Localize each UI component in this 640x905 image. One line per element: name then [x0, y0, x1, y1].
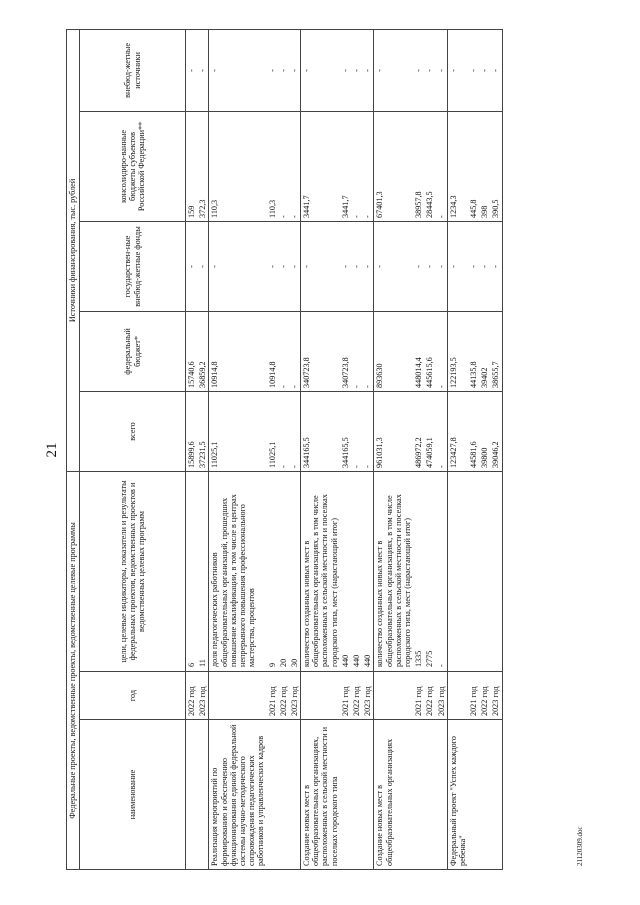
row-regional: 372,3	[197, 111, 209, 221]
table-row	[267, 29, 278, 869]
row-year: 2021 год	[340, 672, 351, 720]
row-goal: 440	[362, 471, 374, 671]
row-state-funds: -	[362, 221, 374, 311]
row-goal: 6	[186, 471, 198, 671]
row-year	[301, 672, 340, 720]
row-total: 37231,5	[197, 391, 209, 471]
row-extra: -	[351, 29, 362, 111]
row-total: 11025,1	[267, 391, 278, 471]
row-year	[447, 672, 468, 720]
programs-header: Федеральные проекты, ведомственные проекты, ведомственные целевые программы	[67, 471, 80, 869]
table-row	[186, 29, 198, 869]
row-federal: 44135,8	[468, 311, 479, 391]
row-federal: 38655,7	[490, 311, 502, 391]
row-year: 2022 год	[351, 672, 362, 720]
row-name	[413, 720, 424, 870]
total-header: всего	[80, 391, 186, 471]
table-row	[209, 29, 267, 869]
row-federal: 36859,2	[197, 311, 209, 391]
row-total: 11025,1	[209, 391, 267, 471]
row-total: 961031,3	[374, 391, 413, 471]
row-regional: -	[289, 111, 301, 221]
row-state-funds: -	[278, 221, 289, 311]
row-regional: 38957,8	[413, 111, 424, 221]
row-goal: 440	[351, 471, 362, 671]
row-state-funds: -	[209, 221, 267, 311]
row-federal: 15740,6	[186, 311, 198, 391]
extra-header: внебюд-жетные источники	[80, 29, 186, 111]
rotated-page	[40, 30, 584, 870]
row-state-funds: -	[186, 221, 198, 311]
row-name: Федеральный проект "Успех каждого ребенка"	[447, 720, 468, 870]
row-total: -	[362, 391, 374, 471]
row-state-funds: -	[479, 221, 490, 311]
row-goal: 440	[340, 471, 351, 671]
row-extra: -	[278, 29, 289, 111]
state-funds-header: государствен-ные внебюд-жетные фонды	[80, 221, 186, 311]
row-year: 2021 год	[413, 672, 424, 720]
row-extra: -	[301, 29, 340, 111]
row-goal: 30	[289, 471, 301, 671]
row-extra: -	[468, 29, 479, 111]
row-regional: -	[351, 111, 362, 221]
row-state-funds: -	[374, 221, 413, 311]
row-state-funds: -	[447, 221, 468, 311]
name-header: наименование	[80, 720, 186, 870]
row-goal	[447, 471, 468, 671]
row-regional: 445,8	[468, 111, 479, 221]
row-goal	[479, 471, 490, 671]
financing-table	[66, 29, 503, 870]
row-name	[490, 720, 502, 870]
row-goal: 11	[197, 471, 209, 671]
table-row	[197, 29, 209, 869]
row-year: 2022 год	[278, 672, 289, 720]
row-state-funds: -	[424, 221, 435, 311]
row-federal: 340723,8	[340, 311, 351, 391]
row-regional: 390,5	[490, 111, 502, 221]
row-regional: 67401,3	[374, 111, 413, 221]
row-name	[186, 720, 198, 870]
row-goal: 1335	[413, 471, 424, 671]
row-name	[267, 720, 278, 870]
table-row	[351, 29, 362, 869]
page-number: 21	[44, 442, 60, 458]
financing-header: Источники финансирования, тыс. рублей	[67, 29, 80, 471]
row-regional: 3441,7	[301, 111, 340, 221]
row-regional: 3441,7	[340, 111, 351, 221]
row-federal: 893630	[374, 311, 413, 391]
row-state-funds: -	[490, 221, 502, 311]
row-name	[436, 720, 448, 870]
row-year: 2023 год	[289, 672, 301, 720]
row-federal: 122193,5	[447, 311, 468, 391]
row-extra: -	[490, 29, 502, 111]
table-row	[301, 29, 340, 869]
row-extra: -	[197, 29, 209, 111]
row-extra: -	[436, 29, 448, 111]
table-row	[436, 29, 448, 869]
row-extra: -	[374, 29, 413, 111]
row-goal: -	[436, 471, 448, 671]
row-goal: количество созданных новых мест в общеобразовательных организациях, в том числе расположенных в сельской местности и поселках городского типа, мест (нарастающий итог)	[374, 471, 413, 671]
goals-header: цели, целевые индикаторы, показатели и результаты федеральных проектов, ведомственных проектов и ведомственных целевых программ	[80, 471, 186, 671]
row-extra: -	[340, 29, 351, 111]
row-federal: 10914,8	[209, 311, 267, 391]
row-total: 39046,2	[490, 391, 502, 471]
row-goal: доля педагогических работников общеобразовательных организаций, прошедших повышение квалификации, в том числе в центрах непрерывного повышения профессионального мастерства, процентов	[209, 471, 267, 671]
row-federal: -	[289, 311, 301, 391]
table-row	[447, 29, 468, 869]
row-regional: 28443,5	[424, 111, 435, 221]
row-regional: -	[436, 111, 448, 221]
row-extra: -	[447, 29, 468, 111]
row-regional: 110,3	[209, 111, 267, 221]
row-total: -	[289, 391, 301, 471]
row-extra: -	[413, 29, 424, 111]
row-federal: -	[436, 311, 448, 391]
row-extra: -	[424, 29, 435, 111]
row-name	[197, 720, 209, 870]
row-state-funds: -	[413, 221, 424, 311]
row-state-funds: -	[301, 221, 340, 311]
row-name	[340, 720, 351, 870]
row-total: 15899,6	[186, 391, 198, 471]
row-total: 344165,5	[301, 391, 340, 471]
row-year: 2023 год	[490, 672, 502, 720]
row-name: Реализация мероприятий по формированию и обеспечению функционирования единой федеральной системы научно-методического сопровождения педагогических работников и управленческих кадров	[209, 720, 267, 870]
row-extra: -	[267, 29, 278, 111]
row-total: 123427,8	[447, 391, 468, 471]
row-state-funds: -	[267, 221, 278, 311]
row-total: -	[351, 391, 362, 471]
row-goal	[490, 471, 502, 671]
row-state-funds: -	[436, 221, 448, 311]
row-year	[374, 672, 413, 720]
row-federal: -	[278, 311, 289, 391]
row-name	[468, 720, 479, 870]
row-year: 2023 год	[197, 672, 209, 720]
row-regional: 1234,3	[447, 111, 468, 221]
federal-header: федеральный бюджет*	[80, 311, 186, 391]
row-goal: 2775	[424, 471, 435, 671]
row-federal: 445615,6	[424, 311, 435, 391]
row-total: 44581,6	[468, 391, 479, 471]
row-extra: -	[289, 29, 301, 111]
row-goal: количество созданных новых мест в общеобразовательных организациях, в том числе расположенных в сельской местности и поселках городского типа, мест (нарастающий итог)	[301, 471, 340, 671]
row-state-funds: -	[340, 221, 351, 311]
table-row	[278, 29, 289, 869]
row-name	[424, 720, 435, 870]
row-extra: -	[479, 29, 490, 111]
row-total: -	[278, 391, 289, 471]
row-year: 2023 год	[436, 672, 448, 720]
row-name: Создание новых мест в общеобразовательных организациях, расположенных в сельской местности и поселках городского типа	[301, 720, 340, 870]
row-total: 39800	[479, 391, 490, 471]
row-regional: -	[362, 111, 374, 221]
row-year	[209, 672, 267, 720]
row-state-funds: -	[468, 221, 479, 311]
table-row	[340, 29, 351, 869]
row-total: 344165,5	[340, 391, 351, 471]
row-year: 2022 год	[479, 672, 490, 720]
row-extra: -	[209, 29, 267, 111]
row-federal: 448014,4	[413, 311, 424, 391]
row-name	[289, 720, 301, 870]
row-goal: 20	[278, 471, 289, 671]
row-year: 2021 год	[468, 672, 479, 720]
row-regional: -	[278, 111, 289, 221]
regional-header: консолидиро-ванные бюджеты субъектов Российской Федерации**	[80, 111, 186, 221]
row-goal	[468, 471, 479, 671]
table-row	[374, 29, 413, 869]
table-row	[362, 29, 374, 869]
row-year: 2022 год	[186, 672, 198, 720]
row-regional: 398	[479, 111, 490, 221]
row-name: Создание новых мест в общеобразовательных организациях	[374, 720, 413, 870]
table-body	[186, 29, 503, 869]
row-name	[351, 720, 362, 870]
row-state-funds: -	[289, 221, 301, 311]
row-state-funds: -	[351, 221, 362, 311]
table-row	[468, 29, 479, 869]
row-year: 2021 год	[267, 672, 278, 720]
row-extra: -	[362, 29, 374, 111]
row-total: -	[436, 391, 448, 471]
row-federal: -	[351, 311, 362, 391]
table-row	[289, 29, 301, 869]
table-row	[413, 29, 424, 869]
row-total: 474059,1	[424, 391, 435, 471]
row-regional: 110,3	[267, 111, 278, 221]
row-regional: 159	[186, 111, 198, 221]
row-federal: -	[362, 311, 374, 391]
row-total: 486972,2	[413, 391, 424, 471]
row-name	[278, 720, 289, 870]
footer-filename: 21120309.doc	[576, 826, 584, 866]
row-name	[362, 720, 374, 870]
year-header: год	[80, 672, 186, 720]
table-row	[490, 29, 502, 869]
row-year: 2022 год	[424, 672, 435, 720]
row-state-funds: -	[197, 221, 209, 311]
row-year: 2023 год	[362, 672, 374, 720]
table-row	[424, 29, 435, 869]
row-goal: 9	[267, 471, 278, 671]
row-federal: 10914,8	[267, 311, 278, 391]
row-federal: 340723,8	[301, 311, 340, 391]
row-federal: 39402	[479, 311, 490, 391]
row-extra: -	[186, 29, 198, 111]
table-row	[479, 29, 490, 869]
row-name	[479, 720, 490, 870]
